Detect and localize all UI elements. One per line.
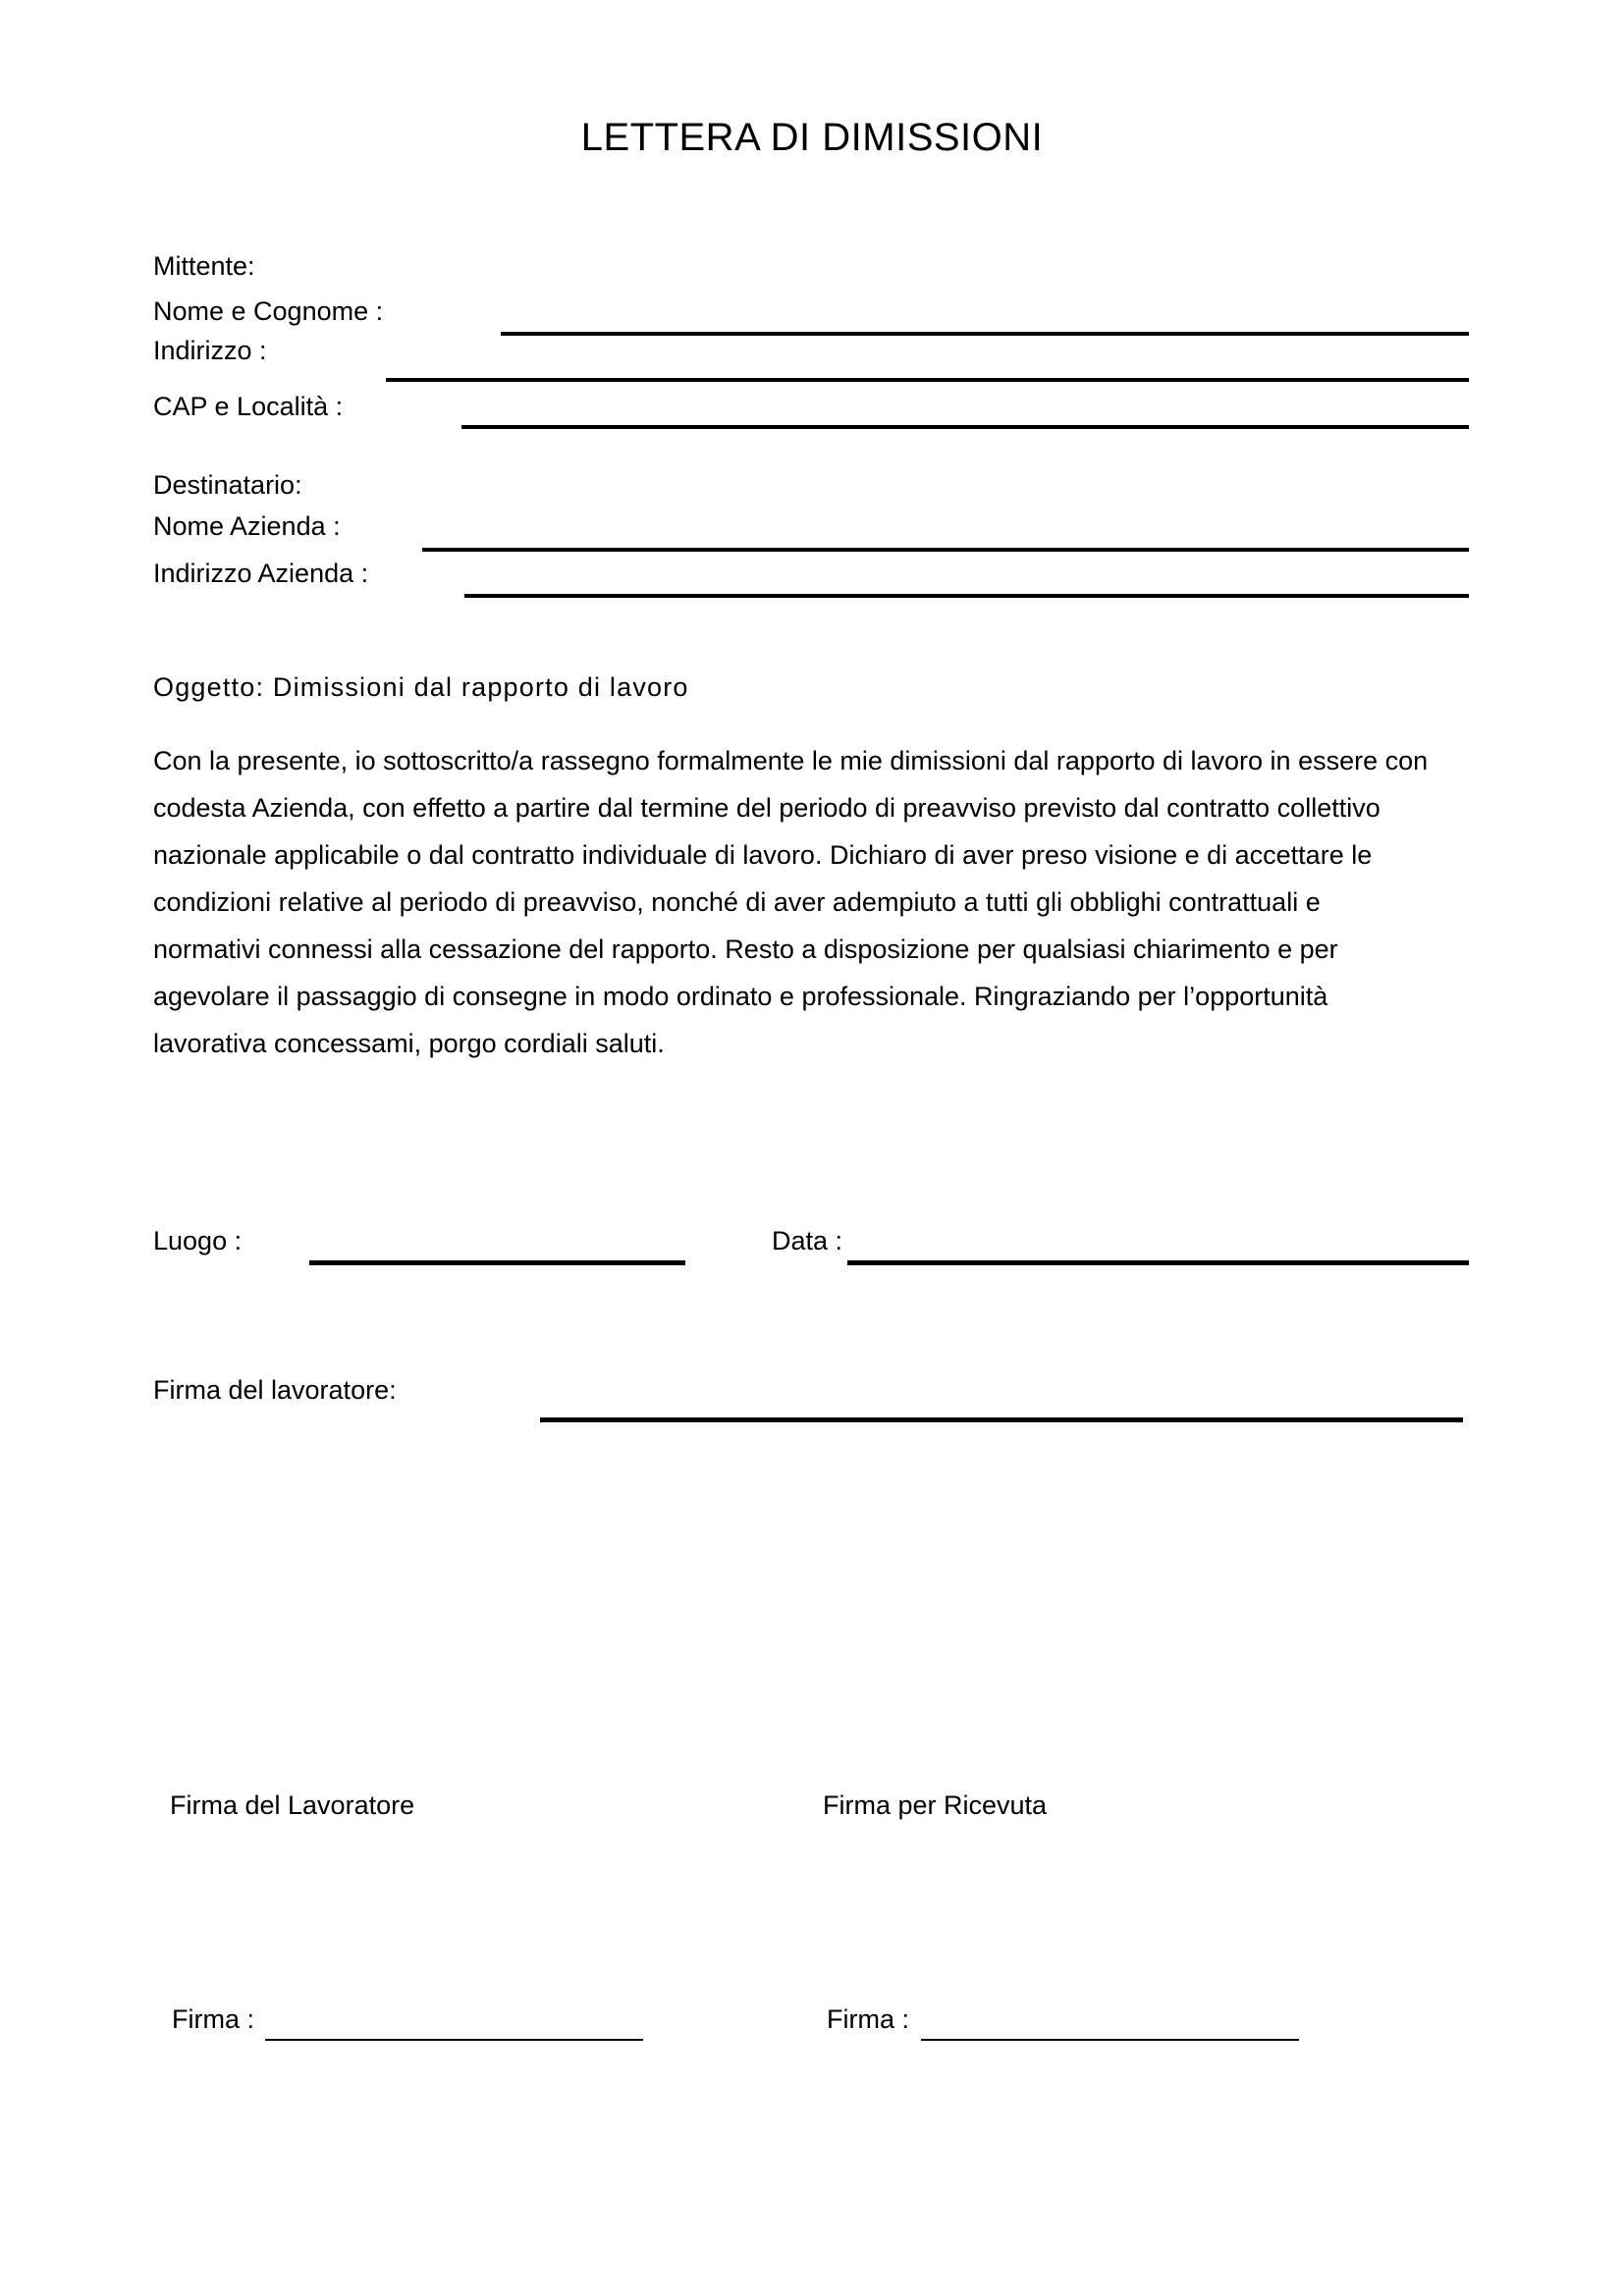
body-line: nazionale applicabile o dal contratto individuale di lavoro. Dichiaro di aver preso visione e di accettare le <box>153 840 1373 870</box>
sender-cap-city-label: CAP e Località : <box>153 392 344 421</box>
sender-cap-city-line <box>461 425 1469 429</box>
recipient-company-name-line <box>422 548 1469 552</box>
body-line: Con la presente, io sottoscritto/a rassegno formalmente le mie dimissioni dal rapporto di lavoro in essere con <box>153 746 1429 775</box>
body-line: lavorativa concessami, porgo cordiali saluti. <box>153 1029 665 1058</box>
recipient-company-address-line <box>464 594 1469 598</box>
worker-signature-label: Firma del lavoratore: <box>153 1375 397 1405</box>
worker-signature-line <box>540 1417 1463 1422</box>
footer-left-heading: Firma del Lavoratore <box>170 1790 415 1820</box>
date-line <box>847 1260 1469 1265</box>
recipient-heading: Destinatario: <box>153 470 302 500</box>
footer-left-sign-label: Firma : <box>172 2004 254 2034</box>
body-line: condizioni relative al periodo di preavviso, nonché di aver adempiuto a tutti gli obblighi contrattuali e <box>153 887 1321 917</box>
body-line: codesta Azienda, con effetto a partire dal termine del periodo di preavviso previsto dal contratto collettivo <box>153 793 1380 823</box>
recipient-company-address-label: Indirizzo Azienda : <box>153 559 369 588</box>
sender-heading: Mittente: <box>153 251 255 281</box>
sender-name-label: Nome e Cognome : <box>153 296 384 326</box>
place-line <box>309 1260 685 1265</box>
sender-address-line <box>386 378 1469 382</box>
footer-right-heading: Firma per Ricevuta <box>823 1790 1048 1820</box>
sender-address-label: Indirizzo : <box>153 336 267 365</box>
footer-left-sign-line <box>265 2039 643 2041</box>
body-line: normativi connessi alla cessazione del rapporto. Resto a disposizione per qualsiasi chiarimento e per <box>153 934 1338 964</box>
footer-right-sign-label: Firma : <box>827 2004 909 2034</box>
footer-right-sign-line <box>921 2039 1299 2041</box>
place-label: Luogo : <box>153 1226 243 1255</box>
body-paragraph <box>153 737 1479 1067</box>
date-label: Data : <box>772 1226 843 1255</box>
document-title: LETTERA DI DIMISSIONI <box>580 116 1044 159</box>
subject-line: Oggetto: Dimissioni dal rapporto di lavoro <box>153 672 689 702</box>
body-line: agevolare il passaggio di consegne in modo ordinato e professionale. Ringraziando per l’opportunità <box>153 982 1328 1011</box>
sender-name-line <box>501 332 1469 336</box>
recipient-company-name-label: Nome Azienda : <box>153 511 341 541</box>
